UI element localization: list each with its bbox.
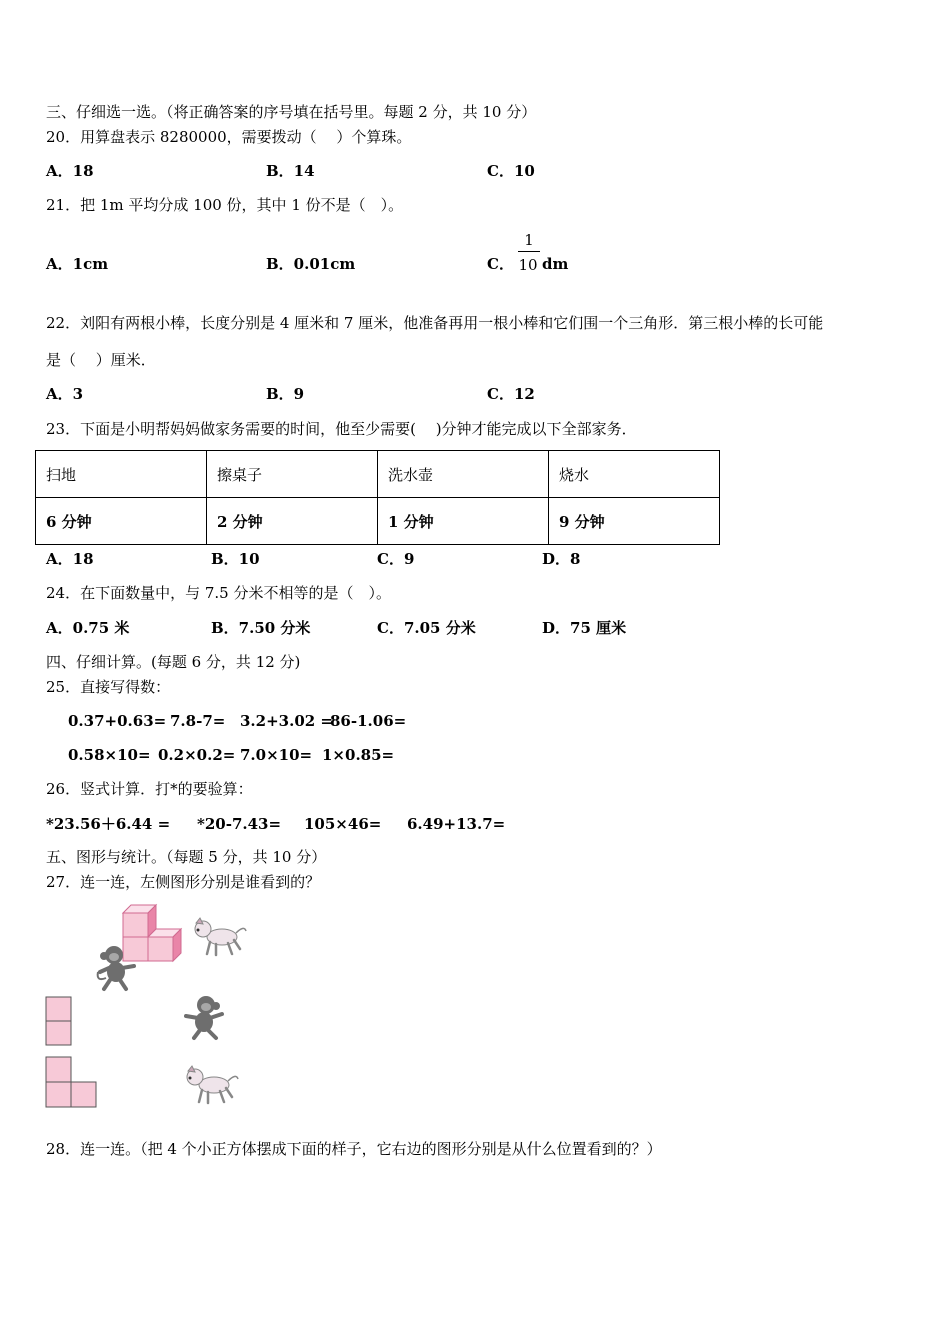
q22-option-b: B．9: [266, 385, 305, 403]
q26-item: 6.49+13.7=: [407, 815, 506, 833]
q24-option-a: A．0.75 米: [46, 619, 130, 637]
table-cell: 1 分钟: [378, 498, 549, 545]
q25-item: 0.58×10=: [68, 746, 151, 764]
monkey-icon: [92, 944, 140, 992]
q25-item: 3.2+3.02 =: [240, 712, 333, 730]
q24-option-d: D．75 厘米: [542, 619, 627, 637]
section3-heading: 三、仔细选一选。（将正确答案的序号填在括号里。每题 2 分，共 10 分）: [46, 103, 537, 121]
q23-option-b: B．10: [211, 550, 260, 568]
q23-option-c: C．9: [377, 550, 415, 568]
q21-option-b: B．0.01cm: [266, 255, 356, 273]
view-figure-l-shape: [45, 1056, 99, 1110]
q22-option-a: A．3: [46, 385, 84, 403]
q21-fraction-numerator: 1: [524, 231, 534, 249]
q20-text: 20．用算盘表示 8280000，需要拨动（ ）个算珠。: [46, 128, 412, 146]
q28-text: 28．连一连。（把 4 个小正方体摆成下面的样子，它右边的图形分别是从什么位置看到的？）: [46, 1140, 662, 1158]
q26-item: *23.56＋6.44 =: [46, 815, 171, 833]
q24-option-b: B．7.50 分米: [211, 619, 311, 637]
q21-option-a: A．1cm: [46, 255, 109, 273]
q25-item: 0.2×0.2=: [158, 746, 236, 764]
section5-heading: 五、图形与统计。（每题 5 分，共 10 分）: [46, 848, 327, 866]
view-figure-vertical: [45, 996, 73, 1048]
table-header-cell: 扫地: [36, 451, 207, 498]
chores-table: [35, 450, 720, 545]
q24-text: 24．在下面数量中，与 7.5 分米不相等的是（ ）。: [46, 584, 391, 602]
q21-unit: dm: [542, 255, 569, 273]
monkey-icon: [182, 994, 230, 1040]
dog-icon: [188, 915, 248, 959]
table-header-cell: 洗水壶: [378, 451, 549, 498]
q22-text-line1: 22．刘阳有两根小棒，长度分别是 4 厘米和 7 厘米，他准备再用一根小棒和它们围一个三角形．第三根小棒的长可能: [46, 314, 824, 332]
q20-option-c: C．10: [487, 162, 535, 180]
q22-option-c: C．12: [487, 385, 535, 403]
q27-text: 27．连一连，左侧图形分别是谁看到的？: [46, 873, 321, 891]
q21-fraction-bar: [518, 251, 540, 252]
q26-item: 105×46=: [304, 815, 382, 833]
table-header-cell: 擦桌子: [207, 451, 378, 498]
q25-item: 7.8-7=: [170, 712, 226, 730]
q21-text: 21．把 1m 平均分成 100 份，其中 1 份不是（ ）。: [46, 196, 404, 214]
table-cell: 2 分钟: [207, 498, 378, 545]
q20-option-b: B．14: [266, 162, 315, 180]
q25-item: 1×0.85=: [322, 746, 395, 764]
q24-option-c: C．7.05 分米: [377, 619, 476, 637]
q26-item: *20-7.43=: [197, 815, 282, 833]
table-header-cell: 烧水: [549, 451, 720, 498]
q25-item: 7.0×10=: [240, 746, 313, 764]
q25-item: 0.37+0.63=: [68, 712, 167, 730]
q21-option-c: C．: [487, 255, 514, 273]
dog-icon: [180, 1063, 240, 1107]
q25-text: 25．直接写得数：: [46, 678, 171, 696]
q23-option-a: A．18: [46, 550, 94, 568]
q21-fraction-denominator: 10: [518, 256, 538, 274]
section4-heading: 四、仔细计算。(每题 6 分，共 12 分): [46, 653, 301, 671]
table-row: [36, 451, 720, 498]
q25-item: 86-1.06=: [330, 712, 407, 730]
table-cell: 9 分钟: [549, 498, 720, 545]
q23-option-d: D．8: [542, 550, 581, 568]
q26-text: 26．竖式计算．打*的要验算：: [46, 780, 253, 798]
table-row: [36, 498, 720, 545]
q20-option-a: A．18: [46, 162, 94, 180]
q22-text-line2: 是（ ）厘米．: [46, 351, 156, 369]
q23-text: 23．下面是小明帮妈妈做家务需要的时间，他至少需要( )分钟才能完成以下全部家务．: [46, 420, 637, 438]
table-cell: 6 分钟: [36, 498, 207, 545]
